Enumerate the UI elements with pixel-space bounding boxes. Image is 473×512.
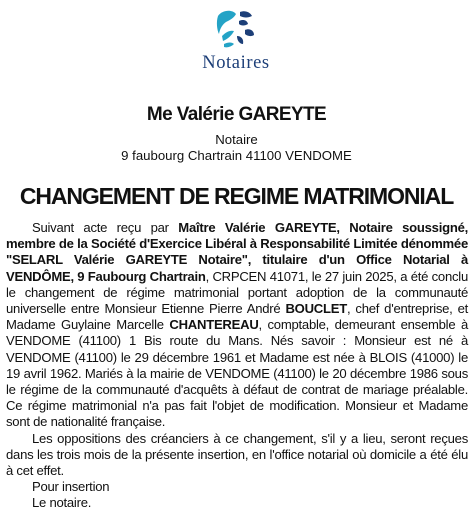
notary-address: 9 faubourg Chartrain 41100 VENDOME: [121, 148, 352, 163]
notice-paragraph-1: [6, 220, 468, 431]
intro-text: Suivant acte reçu par: [32, 220, 179, 235]
notaires-logo: [186, 6, 286, 72]
husband-surname: BOUCLET: [285, 301, 347, 317]
office-details: Maître Valérie GAREYTE, Notaire soussigné, membre de la Société d'Exercice Libéral à Responsabilité Limitée dénommée "SELARL Valérie GAREYTE Notaire", titulaire d'un Office Notarial à VENDÔME, 9 Faubourg Chartrain: [6, 220, 468, 284]
act-details: , CRPCEN 41071, le 27 juin 2025, a été conclu le changement de régime matrimonial portant adoption de la communauté universelle entre Monsieur Etienne Pierre André: [6, 268, 468, 317]
wife-surname: CHANTEREAU: [169, 317, 259, 333]
closing-insertion: Pour insertion: [32, 479, 110, 495]
notice-paragraph-2: Les oppositions des créanciers à ce changement, s'il y a lieu, seront reçues dans les trois mois de la présente insertion, en l'office notarial où domicile a été élu à cet effet.: [6, 430, 468, 479]
notice-headline: CHANGEMENT DE REGIME MATRIMONIAL: [19, 183, 454, 209]
couple-details: , comptable, demeurant ensemble à VENDOME (41100) 1 Bis route du Mans. Nés savoir : Monsieur est né à VENDOME (41100) le 29 décembre 1961 et Madame est née à BLOIS (41000) le 19 avril 1962. Mariés à la mairie de VENDOME (41100) le 20 décembre 1986 sous le régime de la communauté d'acquêts à défaut de contrat de mariage préalable. Ce régime matrimonial n'a pas fait l'objet de modification. Monsieur et Madame sont de nationalité française.: [6, 317, 468, 430]
husband-details: , chef d'entreprise, et Madame Guylaine Marcelle: [6, 301, 469, 333]
notary-title: Notaire: [215, 132, 258, 147]
notary-name: Me Valérie GAREYTE: [146, 104, 327, 125]
notice-body: [6, 220, 468, 512]
closing-signature: Le notaire.: [32, 495, 92, 511]
notaires-logo-icon: [212, 6, 260, 54]
logo-wordmark: Notaires: [202, 53, 270, 73]
